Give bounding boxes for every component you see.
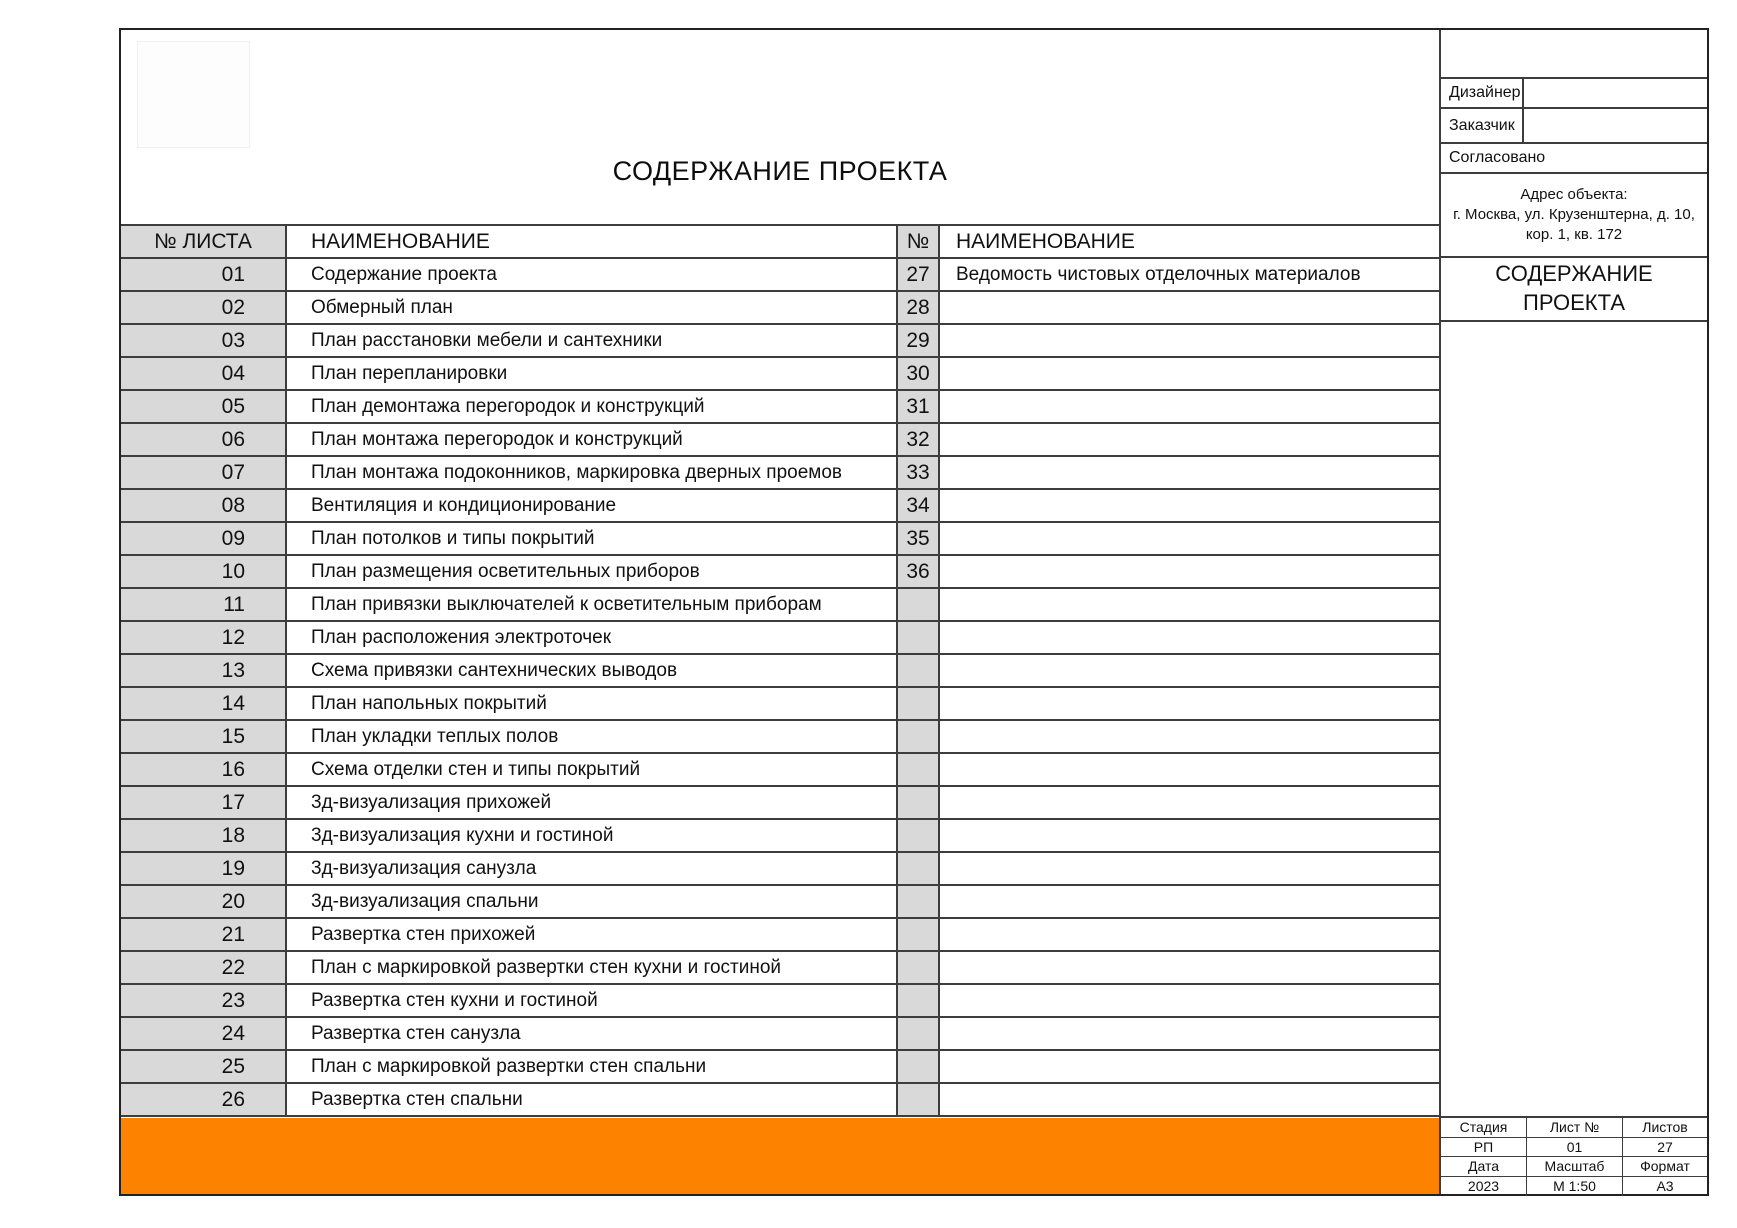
logo-placeholder bbox=[137, 41, 250, 148]
right-sheet-name-cell bbox=[940, 358, 1439, 389]
table-row bbox=[121, 589, 1439, 622]
contents-table bbox=[121, 224, 1439, 1117]
title-block bbox=[1439, 30, 1707, 1194]
table-row bbox=[121, 490, 1439, 523]
title-block-blank-cell bbox=[1441, 30, 1707, 79]
table-row bbox=[121, 1051, 1439, 1084]
left-sheet-name-cell: План размещения осветительных приборов bbox=[287, 556, 898, 587]
client-value bbox=[1524, 109, 1707, 142]
left-sheet-number-cell: 06 bbox=[121, 424, 287, 455]
left-sheet-number-cell: 16 bbox=[121, 754, 287, 785]
left-sheet-name-cell: Развертка стен кухни и гостиной bbox=[287, 985, 898, 1016]
right-sheet-name-cell bbox=[940, 721, 1439, 752]
right-sheet-number-cell: 29 bbox=[898, 325, 940, 356]
page-title: СОДЕРЖАНИЕ ПРОЕКТА bbox=[612, 156, 948, 186]
left-sheet-name-cell: Схема отделки стен и типы покрытий bbox=[287, 754, 898, 785]
table-row bbox=[121, 688, 1439, 721]
right-sheet-number-cell bbox=[898, 622, 940, 653]
right-sheet-number-cell: 27 bbox=[898, 259, 940, 290]
table-row bbox=[121, 424, 1439, 457]
right-sheet-name-cell bbox=[940, 1084, 1439, 1115]
left-sheet-number-cell: 03 bbox=[121, 325, 287, 356]
table-row bbox=[121, 820, 1439, 853]
left-sheet-number-cell: 01 bbox=[121, 259, 287, 290]
left-sheet-name-cell: План монтажа перегородок и конструкций bbox=[287, 424, 898, 455]
table-row bbox=[121, 1084, 1439, 1117]
right-sheet-number-cell bbox=[898, 754, 940, 785]
address-line-1: г. Москва, ул. Крузенштерна, д. 10, bbox=[1453, 206, 1695, 224]
left-sheet-name-cell: Развертка стен спальни bbox=[287, 1084, 898, 1115]
right-sheet-number-cell bbox=[898, 1051, 940, 1082]
right-sheet-number-cell: 32 bbox=[898, 424, 940, 455]
table-row bbox=[121, 787, 1439, 820]
address-title: Адрес объекта: bbox=[1520, 186, 1628, 204]
right-sheet-number-cell bbox=[898, 952, 940, 983]
client-row bbox=[1441, 109, 1707, 144]
stage-value: РП bbox=[1441, 1138, 1527, 1158]
left-sheet-name-cell: План расстановки мебели и сантехники bbox=[287, 325, 898, 356]
date-label: Дата bbox=[1441, 1157, 1527, 1177]
left-sheet-name-cell: План расположения электроточек bbox=[287, 622, 898, 653]
right-sheet-number-cell bbox=[898, 919, 940, 950]
left-sheet-number-cell: 22 bbox=[121, 952, 287, 983]
title-block-empty-cell bbox=[1441, 322, 1707, 1116]
left-sheet-number-cell: 14 bbox=[121, 688, 287, 719]
client-label: Заказчик bbox=[1441, 109, 1524, 142]
right-sheet-name-cell bbox=[940, 754, 1439, 785]
right-sheet-name-cell bbox=[940, 589, 1439, 620]
left-sheet-number-cell: 04 bbox=[121, 358, 287, 389]
left-name-header: НАИМЕНОВАНИЕ bbox=[287, 226, 898, 257]
stage-label: Стадия bbox=[1441, 1118, 1527, 1138]
format-value: А3 bbox=[1656, 1178, 1674, 1195]
object-address bbox=[1441, 174, 1707, 258]
designer-row bbox=[1441, 79, 1707, 109]
left-sheet-number-cell: 07 bbox=[121, 457, 287, 488]
right-sheet-number-cell bbox=[898, 853, 940, 884]
right-sheet-number-cell bbox=[898, 589, 940, 620]
right-sheet-number-cell: 30 bbox=[898, 358, 940, 389]
doc-title-cell bbox=[1441, 258, 1707, 322]
sheets-value: 27 bbox=[1623, 1138, 1707, 1158]
sheet-label: Лист № bbox=[1527, 1118, 1623, 1138]
table-row bbox=[121, 886, 1439, 919]
table-row bbox=[121, 292, 1439, 325]
right-sheet-number-cell bbox=[898, 688, 940, 719]
left-sheet-number-cell: 23 bbox=[121, 985, 287, 1016]
left-sheet-number-cell: 17 bbox=[121, 787, 287, 818]
left-sheet-number-cell: 15 bbox=[121, 721, 287, 752]
designer-value bbox=[1524, 79, 1707, 107]
table-row bbox=[121, 523, 1439, 556]
left-sheet-name-cell: План напольных покрытий bbox=[287, 688, 898, 719]
left-sheet-name-cell: План укладки теплых полов bbox=[287, 721, 898, 752]
right-sheet-name-cell bbox=[940, 820, 1439, 851]
left-sheet-number-cell: 18 bbox=[121, 820, 287, 851]
left-sheet-name-cell: Развертка стен санузла bbox=[287, 1018, 898, 1049]
left-sheet-name-cell: План привязки выключателей к осветительным приборам bbox=[287, 589, 898, 620]
right-sheet-number-cell bbox=[898, 886, 940, 917]
right-sheet-name-cell bbox=[940, 622, 1439, 653]
sheets-label: Листов bbox=[1623, 1118, 1707, 1138]
right-sheet-name-cell bbox=[940, 391, 1439, 422]
designer-label: Дизайнер bbox=[1441, 79, 1524, 107]
scale-label: Масштаб bbox=[1527, 1157, 1623, 1177]
right-sheet-name-cell bbox=[940, 919, 1439, 950]
right-sheet-name-cell bbox=[940, 655, 1439, 686]
right-sheet-number-cell: 35 bbox=[898, 523, 940, 554]
right-sheet-number-cell bbox=[898, 820, 940, 851]
table-row bbox=[121, 952, 1439, 985]
table-row bbox=[121, 1018, 1439, 1051]
right-sheet-number-cell: 34 bbox=[898, 490, 940, 521]
left-sheet-number-cell: 19 bbox=[121, 853, 287, 884]
left-sheet-number-cell: 08 bbox=[121, 490, 287, 521]
format-label: Формат bbox=[1623, 1157, 1707, 1177]
table-row bbox=[121, 919, 1439, 952]
left-sheet-name-cell: План потолков и типы покрытий bbox=[287, 523, 898, 554]
table-row bbox=[121, 556, 1439, 589]
table-row bbox=[121, 259, 1439, 292]
right-sheet-name-cell: Ведомость чистовых отделочных материалов bbox=[956, 263, 1361, 285]
left-sheet-name-cell: 3д-визуализация прихожей bbox=[287, 787, 898, 818]
drawing-sheet bbox=[119, 28, 1709, 1196]
left-sheet-number-cell: 02 bbox=[121, 292, 287, 323]
right-number-header: № bbox=[898, 226, 940, 257]
left-sheet-number-cell: 26 bbox=[121, 1084, 287, 1115]
left-sheet-number-cell: 05 bbox=[121, 391, 287, 422]
left-sheet-name-cell: Вентиляция и кондиционирование bbox=[287, 490, 898, 521]
right-sheet-name-cell bbox=[940, 985, 1439, 1016]
left-sheet-number-cell: 10 bbox=[121, 556, 287, 587]
table-row bbox=[121, 985, 1439, 1018]
left-sheet-name-cell: Развертка стен прихожей bbox=[287, 919, 898, 950]
left-sheet-number-cell: 11 bbox=[121, 589, 287, 620]
table-row bbox=[121, 655, 1439, 688]
left-sheet-number-cell: 13 bbox=[121, 655, 287, 686]
contents-table-body bbox=[121, 259, 1439, 1117]
right-sheet-name-cell bbox=[940, 556, 1439, 587]
right-sheet-name-cell bbox=[940, 1051, 1439, 1082]
table-row bbox=[121, 622, 1439, 655]
table-header-row bbox=[121, 224, 1439, 259]
right-sheet-name-cell bbox=[940, 457, 1439, 488]
left-sheet-number-cell: 09 bbox=[121, 523, 287, 554]
left-number-header: № ЛИСТА bbox=[121, 226, 287, 257]
right-sheet-number-cell bbox=[898, 721, 940, 752]
left-sheet-name-cell: План с маркировкой развертки стен спальни bbox=[287, 1051, 898, 1082]
approved-label: Согласовано bbox=[1441, 144, 1707, 174]
left-sheet-number-cell: 12 bbox=[121, 622, 287, 653]
stamp-table bbox=[1439, 1116, 1707, 1194]
right-name-header: НАИМЕНОВАНИЕ bbox=[956, 229, 1135, 253]
right-sheet-number-cell bbox=[898, 985, 940, 1016]
left-sheet-name-cell: 3д-визуализация кухни и гостиной bbox=[287, 820, 898, 851]
right-sheet-number-cell bbox=[898, 1018, 940, 1049]
table-row bbox=[121, 457, 1439, 490]
left-sheet-name-cell: План перепланировки bbox=[287, 358, 898, 389]
date-value: 2023 bbox=[1441, 1177, 1527, 1197]
right-sheet-name-cell bbox=[940, 424, 1439, 455]
address-line-2: кор. 1, кв. 172 bbox=[1525, 225, 1623, 243]
right-sheet-name-cell bbox=[940, 490, 1439, 521]
left-sheet-name-cell: План монтажа подоконников, маркировка дверных проемов bbox=[287, 457, 898, 488]
right-sheet-number-cell: 31 bbox=[898, 391, 940, 422]
right-sheet-name-cell bbox=[940, 952, 1439, 983]
right-sheet-number-cell: 36 bbox=[898, 556, 940, 587]
left-sheet-name-cell: Схема привязки сантехнических выводов bbox=[287, 655, 898, 686]
left-sheet-name-cell: 3д-визуализация санузла bbox=[287, 853, 898, 884]
scale-value: М 1:50 bbox=[1527, 1177, 1623, 1197]
table-row bbox=[121, 853, 1439, 886]
sheet-value: 01 bbox=[1527, 1138, 1623, 1158]
doc-title: СОДЕРЖАНИЕ ПРОЕКТА bbox=[1495, 261, 1653, 315]
accent-bar bbox=[121, 1118, 1439, 1194]
left-sheet-number-cell: 25 bbox=[121, 1051, 287, 1082]
table-row bbox=[121, 325, 1439, 358]
table-row bbox=[121, 391, 1439, 424]
table-row bbox=[121, 754, 1439, 787]
left-sheet-name-cell: Содержание проекта bbox=[287, 259, 898, 290]
left-sheet-name-cell: 3д-визуализация спальни bbox=[287, 886, 898, 917]
right-sheet-name-cell bbox=[940, 523, 1439, 554]
left-sheet-name-cell: Обмерный план bbox=[287, 292, 898, 323]
right-sheet-name-cell bbox=[940, 853, 1439, 884]
right-sheet-name-cell bbox=[940, 1018, 1439, 1049]
right-sheet-number-cell: 33 bbox=[898, 457, 940, 488]
left-sheet-name-cell: План демонтажа перегородок и конструкций bbox=[287, 391, 898, 422]
right-sheet-number-cell: 28 bbox=[898, 292, 940, 323]
right-sheet-name-cell bbox=[940, 787, 1439, 818]
right-sheet-name-cell bbox=[940, 886, 1439, 917]
left-sheet-name-cell: План с маркировкой развертки стен кухни и гостиной bbox=[287, 952, 898, 983]
right-sheet-number-cell bbox=[898, 655, 940, 686]
table-row bbox=[121, 721, 1439, 754]
right-sheet-name-cell bbox=[940, 292, 1439, 323]
left-sheet-number-cell: 20 bbox=[121, 886, 287, 917]
table-row bbox=[121, 358, 1439, 391]
right-sheet-name-cell bbox=[940, 688, 1439, 719]
left-sheet-number-cell: 24 bbox=[121, 1018, 287, 1049]
right-sheet-number-cell bbox=[898, 1084, 940, 1115]
right-sheet-name-cell bbox=[940, 325, 1439, 356]
right-sheet-number-cell bbox=[898, 787, 940, 818]
left-sheet-number-cell: 21 bbox=[121, 919, 287, 950]
